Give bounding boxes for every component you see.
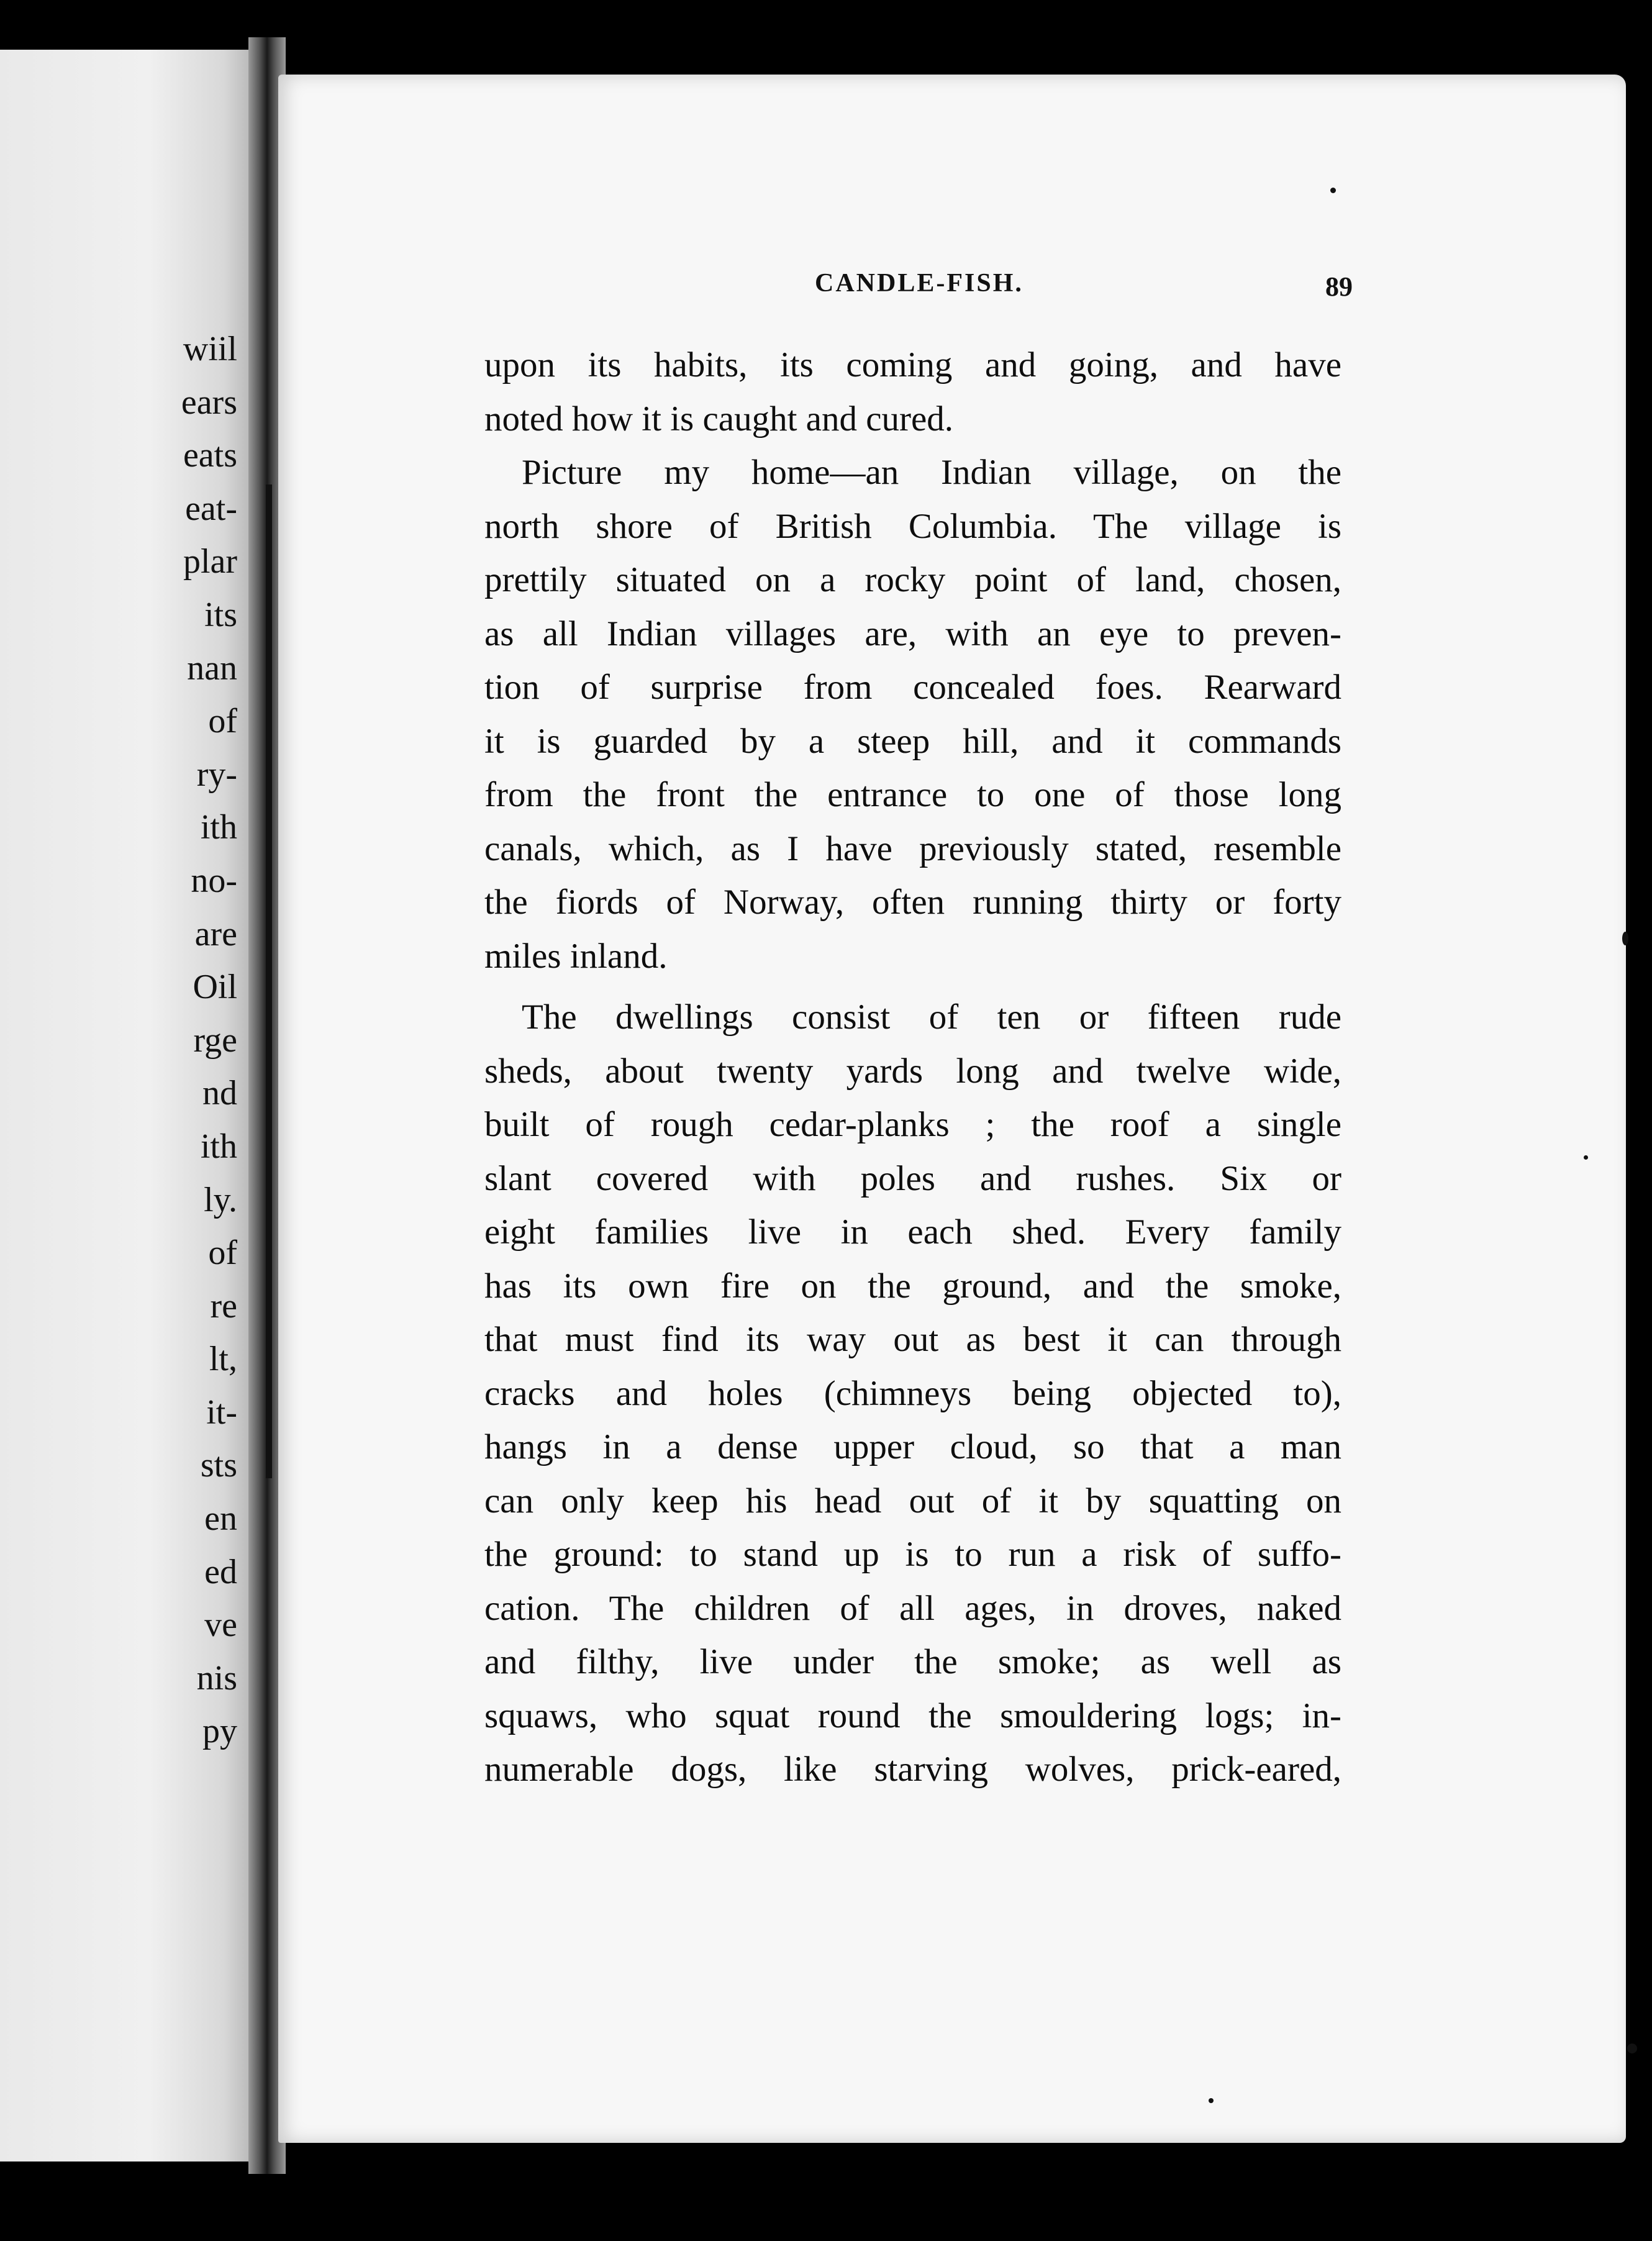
text-line: cracks and holes (chimneys being objected to), <box>484 1373 1341 1413</box>
previous-page-fragment: ith <box>200 808 237 847</box>
previous-page-fragment: eats <box>183 436 237 475</box>
previous-page-fragment: lt, <box>209 1340 237 1379</box>
previous-page-fragment: of <box>208 1234 237 1273</box>
previous-page-fragment: ears <box>181 383 237 422</box>
text-line: as all Indian villages are, with an eye to preven- <box>484 614 1341 653</box>
text-line: upon its habits, its coming and going, and have <box>484 345 1341 384</box>
text-line: slant covered with poles and rushes. Six or <box>484 1158 1341 1198</box>
page-body-text <box>484 339 1341 1797</box>
text-line: and filthy, live under the smoke; as well as <box>484 1642 1341 1681</box>
gutter-binding-line <box>266 484 272 1478</box>
previous-page-fragment: of <box>208 702 237 741</box>
text-line: the ground: to stand up is to run a risk of suffo- <box>484 1535 1341 1574</box>
text-line: Picture my home—an Indian village, on the <box>522 453 1341 492</box>
text-line: can only keep his head out of it by squatting on <box>484 1481 1341 1521</box>
text-line: miles inland. <box>484 936 668 976</box>
text-line: canals, which, as I have previously stated, resemble <box>484 829 1341 868</box>
previous-page-fragment: ry- <box>196 755 237 794</box>
previous-page-fragment: plar <box>183 542 237 581</box>
text-line: numerable dogs, like starving wolves, prick-eared, <box>484 1750 1341 1789</box>
text-line: hangs in a dense upper cloud, so that a man <box>484 1427 1341 1466</box>
previous-page-fragment: are <box>194 914 237 953</box>
dust-speck <box>1209 2098 1214 2103</box>
text-line: eight families live in each shed. Every family <box>484 1212 1341 1252</box>
previous-page-fragment: its <box>204 595 237 634</box>
text-line: prettily situated on a rocky point of land, chosen, <box>484 560 1341 599</box>
text-line: has its own fire on the ground, and the smoke, <box>484 1266 1341 1306</box>
running-head: CANDLE-FISH. <box>815 269 1023 298</box>
page-number: 89 <box>1325 271 1353 302</box>
previous-page-fragment: ly. <box>204 1180 237 1219</box>
text-line: The dwellings consist of ten or fifteen rude <box>522 998 1341 1037</box>
previous-page-fragment: py <box>202 1712 237 1751</box>
previous-page-fragment: ed <box>204 1552 237 1591</box>
previous-page-fragment: en <box>204 1499 237 1539</box>
text-line: from the front the entrance to one of those long <box>484 775 1341 814</box>
previous-page-fragment: eat- <box>185 489 237 528</box>
dust-speck <box>1330 188 1336 193</box>
dust-speck <box>1584 1155 1588 1160</box>
previous-page-text-fragments <box>150 323 237 1758</box>
previous-page-fragment: rge <box>193 1020 237 1060</box>
previous-page-fragment: Oil <box>193 968 237 1007</box>
previous-page-fragment: it- <box>206 1393 237 1432</box>
previous-page-fragment: no- <box>191 861 237 900</box>
previous-page-fragment: sts <box>200 1446 237 1485</box>
text-line: tion of surprise from concealed foes. Rearward <box>484 668 1341 707</box>
previous-page-fragment: wiil <box>183 330 237 368</box>
text-line: cation. The children of all ages, in droves, naked <box>484 1588 1341 1628</box>
previous-page-fragment: nd <box>202 1074 237 1113</box>
text-line: it is guarded by a steep hill, and it commands <box>484 721 1341 761</box>
previous-page-fragment: re <box>210 1286 237 1325</box>
dust-speck <box>1627 2043 1637 2053</box>
text-line: noted how it is caught and cured. <box>484 399 954 439</box>
text-line: that must find its way out as best it can through <box>484 1320 1341 1359</box>
previous-page-fragment: ve <box>204 1606 237 1645</box>
text-line: sheds, about twenty yards long and twelve wide, <box>484 1051 1341 1091</box>
dust-speck <box>1622 932 1628 945</box>
previous-page-fragment: nis <box>196 1658 237 1698</box>
previous-page <box>0 50 248 2161</box>
text-line: the fiords of Norway, often running thirty or forty <box>484 883 1341 922</box>
text-line: north shore of British Columbia. The village is <box>484 506 1341 546</box>
previous-page-fragment: ith <box>200 1127 237 1166</box>
text-line: built of rough cedar-planks ; the roof a single <box>484 1105 1341 1144</box>
text-line: squaws, who squat round the smouldering logs; in- <box>484 1696 1341 1735</box>
previous-page-fragment: nan <box>187 648 237 688</box>
